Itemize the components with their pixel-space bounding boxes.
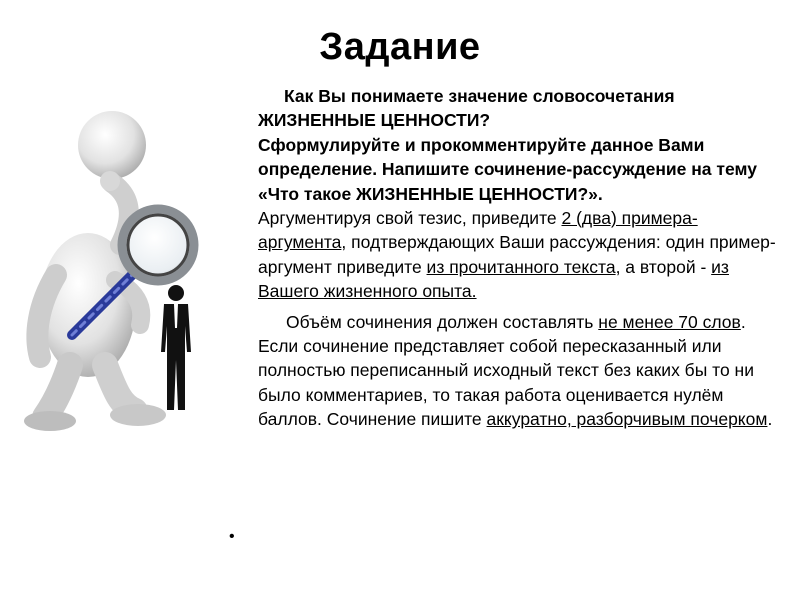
businessman-silhouette-icon (158, 282, 194, 414)
task-instruction: Сформулируйте и прокомментируйте данное Вами определение. Напишите сочинение-рассуждение на тему «Что такое ЖИЗНЕННЫЕ ЦЕННОСТИ?». (258, 134, 757, 204)
task-question: Как Вы понимаете значение словосочетания ЖИЗНЕННЫЕ ЦЕННОСТИ? (258, 86, 675, 131)
task-text (258, 84, 778, 432)
slide-title: Задание (319, 26, 481, 68)
empty-bullet: • (229, 528, 235, 545)
magnifier-lens (122, 209, 194, 281)
volume-requirements: Объём сочинения должен составлять не менее 70 слов. Если сочинение представляет собой пересказанный или полностью переписанный исходный текст без каких бы то ни было комментариев, то такая работа оценивается нулём баллов. Сочинение пишите аккуратно, разборчивым почерком. (258, 311, 773, 430)
argument-requirements: Аргументируя свой тезис, приведите 2 (два) примера-аргумента, подтверждающих Ваши рассуждения: один пример-аргумент приведите из прочитанного текста, а второй - из Вашего жизненного опыта. (258, 208, 776, 302)
figure-head (78, 111, 146, 179)
